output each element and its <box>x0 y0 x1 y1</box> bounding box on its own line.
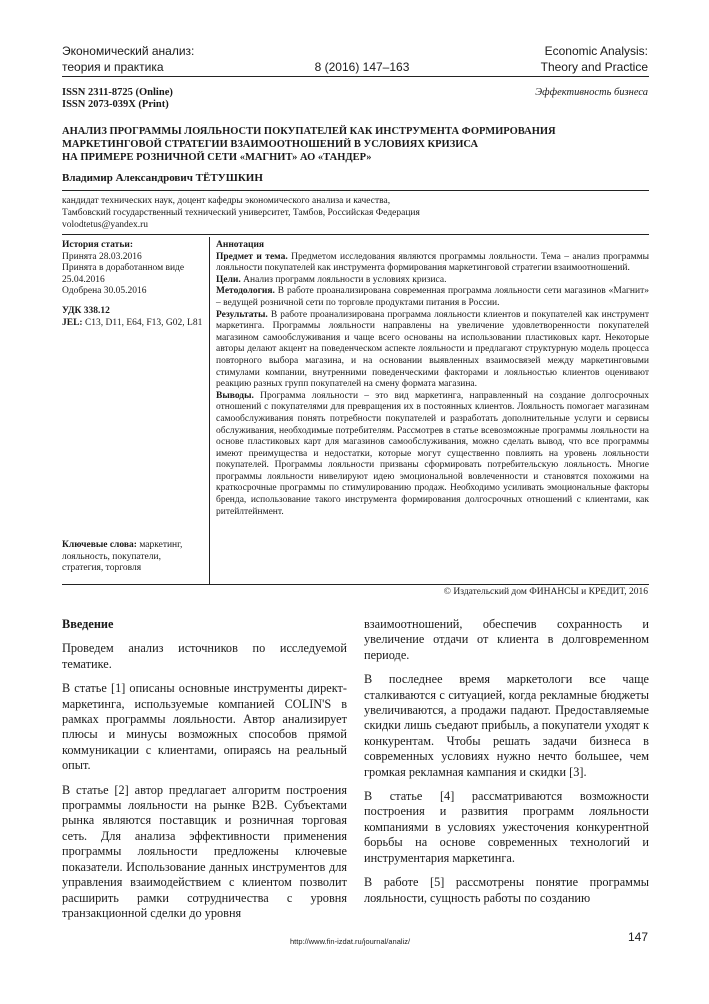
intro-heading: Введение <box>62 617 114 631</box>
section-name: Эффективность бизнеса <box>535 87 648 98</box>
abstract-subject: Предмет и тема. Предметом исследования являются программы лояльности. Тема – анализ программы лояльности покупателей как инструмента формирования маркетинговой стратегии взаимоотношений. <box>216 251 649 274</box>
author-divider <box>62 190 649 191</box>
jel-values: C13, D11, E64, F13, G02, L81 <box>82 317 203 328</box>
classification <box>62 306 204 329</box>
footer-url[interactable]: http://www.fin-izdat.ru/journal/analiz/ <box>290 937 411 946</box>
affiliation-line1: кандидат технических наук, доцент кафедры экономического анализа и качества, <box>62 196 391 206</box>
history-label: История статьи: <box>62 240 133 250</box>
abstract-results: Результаты. В работе проанализирована программа лояльности клиентов и покупателей как инструмент маркетинга. Программы лояльности направлены на увеличение удовлетворенности покупателей магазином самообслуживания и чаще всего основаны на использовании пластиковых карт. Некоторые авторы делают акцент на поведенческом аспекте лояльности и предлагают структурную модель процесса повторного выбора магазина, и на основании выявленных взаимосвязей между маркетинговыми стимулами компании, внутренними поведенческими факторами и лояльностью клиентов оценивают реакцию разных групп покупателей на смену формата магазина. <box>216 309 649 390</box>
article-title-line2: МАРКЕТИНГОВОЙ СТРАТЕГИИ ВЗАИМООТНОШЕНИЙ В УСЛОВИЯХ КРИЗИСА <box>62 139 479 150</box>
jel-label: JEL: <box>62 317 83 328</box>
paragraph: В последнее время маркетологи все чаще сталкиваются с ситуацией, когда рекламные бюджеты увеличиваются, а продажи падают. Предоставляемые скидки лишь съедают прибыль, а покупатели уходят к конкурентам. Чтобы решать задачи бизнеса в современных условиях нужно нечто большее, чем громкая рекламная кампания и скидки [3]. <box>364 672 649 779</box>
issn-online: ISSN 2311-8725 (Online) <box>62 87 173 98</box>
paragraph: В статье [2] автор предлагает алгоритм построения программы лояльности на рынке B2B. Субъектами рынка являются поставщик и розничная торговая сеть. Для анализа эффективности применения программы лояльности предложены ключевые показатели. Использование данных инструментов для управления взаимодействием с клиентом позволит расширить рамки сотрудничества с уровня транзакционной сделки до уровня <box>62 782 347 920</box>
abstract <box>216 240 649 518</box>
affiliation-line2: Тамбовский государственный технический университет, Тамбов, Российская Федерация <box>62 208 420 218</box>
journal-title-ru-line2: теория и практика <box>62 60 164 74</box>
paragraph: В статье [1] описаны основные инструменты директ-маркетинга, используемые компанией COLIN'S в рамках программы лояльности. Автор анализирует плюсы и минусы возможных способов прямой коммуникации с клиентами, опираясь на реальный опыт. <box>62 681 347 773</box>
abstract-conclusions: Выводы. Программа лояльности – это вид маркетинга, направленный на создание долгосрочных отношений с покупателями для превращения их в постоянных клиентов. Лояльность помогает магазинам самообслуживания понять потребности покупателей и разработать дополнительные услуги и сервисы обслуживания, необходимые потребителям. Рассмотрев в статье всевозможные программы лояльности на основе пластиковых карт для магазинов самообслуживания, можно сделать вывод, что все программы имеют преимущества и недостатки, которые могут существенно повлиять на уровень лояльности покупателей. Программы лояльности призваны сформировать потребительскую лояльность. Многие программы лояльности нивелируют идею эмоциональной вовлеченности и становятся похожими на краткосрочные программы по стимулированию продаж. Необходимо усиливать эмоциональные факторы бренда, использование такого инструмента формирования долгосрочных отношений с клиентами, как ритейлтейнмент. <box>216 390 649 517</box>
paragraph: Проведем анализ источников по исследуемой тематике. <box>62 641 347 671</box>
journal-title-ru-line1: Экономический анализ: <box>62 44 195 58</box>
paragraph: В статье [4] рассматриваются возможности построения и развития программ лояльности компаниями в условиях ужесточения конкурентной борьбы на основе современных технологий и инструментария маркетинга. <box>364 789 649 865</box>
history-revised: Принята в доработанном виде 25.04.2016 <box>62 263 185 285</box>
author-email[interactable]: volodtetus@yandex.ru <box>62 220 149 230</box>
keywords-label: Ключевые слова: <box>62 540 137 550</box>
journal-title-en-line1: Economic Analysis: <box>544 44 648 58</box>
abstract-heading: Аннотация <box>216 240 265 250</box>
journal-title-en-line2: Theory and Practice <box>540 60 648 74</box>
author-name: Владимир Александрович ТЁТУШКИН <box>62 172 263 184</box>
paragraph: В работе [5] рассмотрены понятие программы лояльности, сущность работы по созданию <box>364 875 649 905</box>
journal-title-en <box>418 43 648 75</box>
article-title-line3: НА ПРИМЕРЕ РОЗНИЧНОЙ СЕТИ «МАГНИТ» АО «ТАНДЕР» <box>62 152 372 163</box>
article-history <box>62 240 204 298</box>
column-divider <box>209 237 210 584</box>
affiliation-divider <box>62 234 649 235</box>
abstract-method: Методология. В работе проанализирована современная программа лояльности сети магазинов «Магнит» – ведущей розничной сети по торговле продуктами питания в России. <box>216 286 649 308</box>
affiliation <box>62 195 420 231</box>
keywords <box>62 540 204 575</box>
article-metadata <box>62 240 204 337</box>
history-approved: Одобрена 30.05.2016 <box>62 286 147 297</box>
abstract-goals: Цели. Анализ программ лояльности в условиях кризиса. <box>216 274 447 285</box>
body-column-left <box>62 617 347 930</box>
body-column-right <box>364 617 649 915</box>
paragraph: взаимоотношений, обеспечив сохранность и увеличение отдачи от клиента в долговременном периоде. <box>364 617 649 662</box>
history-received: Принята 28.03.2016 <box>62 251 142 262</box>
article-title-line1: АНАЛИЗ ПРОГРАММЫ ЛОЯЛЬНОСТИ ПОКУПАТЕЛЕЙ КАК ИНСТРУМЕНТА ФОРМИРОВАНИЯ <box>62 126 556 137</box>
article-title <box>62 125 662 164</box>
jel-codes <box>62 318 204 330</box>
journal-title-ru <box>62 43 292 75</box>
issue-info: 8 (2016) 147–163 <box>314 60 410 74</box>
abstract-divider <box>62 584 649 585</box>
udc-code: УДК 338.12 <box>62 305 110 316</box>
keywords-text: маркетинг, лояльность, покупатели, стратегия, торговля <box>62 540 183 574</box>
issn-block <box>62 87 173 111</box>
header-divider <box>62 76 649 77</box>
page-number: 147 <box>627 930 648 944</box>
copyright: © Издательский дом ФИНАНСЫ и КРЕДИТ, 2016 <box>443 587 648 597</box>
issn-print: ISSN 2073-039X (Print) <box>62 99 169 110</box>
